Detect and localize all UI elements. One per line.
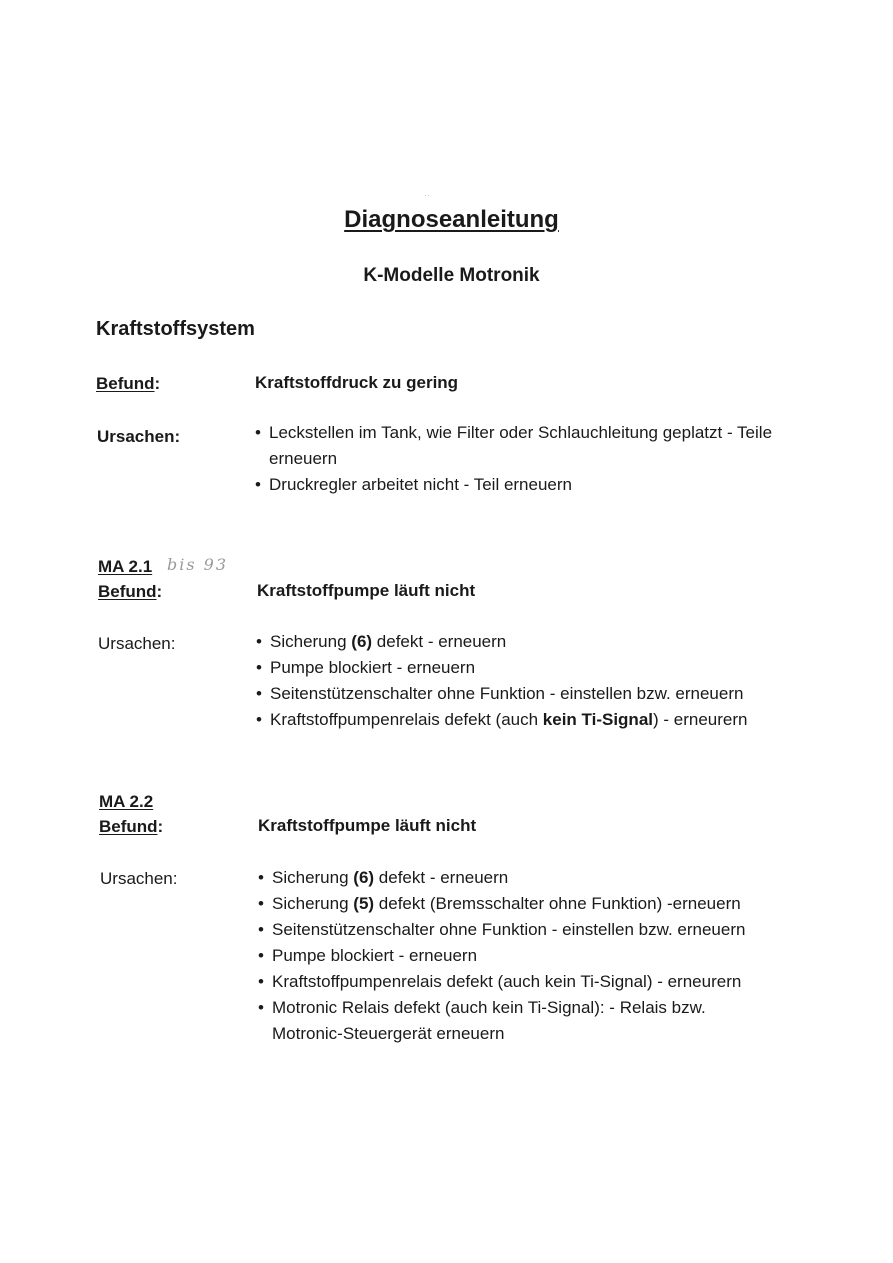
causes-list — [258, 865, 818, 1047]
page-subtitle: K-Modelle Motronik — [363, 265, 540, 286]
cause-item: • Seitenstützenschalter ohne Funktion - einstellen bzw. erneuern — [258, 917, 818, 943]
cause-item: • Sicherung (6) defekt - erneuern — [258, 865, 818, 891]
finding-text: Kraftstoffdruck zu gering — [255, 373, 459, 392]
cause-item: • Kraftstoffpumpenrelais defekt (auch kein Ti-Signal) - erneurern — [256, 707, 856, 733]
causes-label: Ursachen: — [98, 634, 176, 653]
causes-label: Ursachen: — [100, 869, 178, 888]
cause-item: • Leckstellen im Tank, wie Filter oder Schlauchleitung geplatzt - Teile erneuern — [255, 420, 825, 472]
cause-item: • Kraftstoffpumpenrelais defekt (auch kein Ti-Signal) - erneurern — [258, 969, 818, 995]
section-heading: Kraftstoffsystem — [96, 318, 255, 340]
page-title: Diagnoseanleitung — [344, 206, 559, 233]
finding-text: Kraftstoffpumpe läuft nicht — [258, 816, 477, 835]
causes-list — [255, 420, 825, 498]
model-label: MA 2.1 — [98, 557, 153, 576]
model-label: MA 2.2 — [99, 792, 154, 811]
finding-label: Befund: — [96, 374, 161, 393]
finding-text: Kraftstoffpumpe läuft nicht — [257, 581, 476, 600]
cause-item: • Sicherung (6) defekt - erneuern — [256, 629, 856, 655]
causes-list — [256, 629, 856, 733]
scan-speck: ·· — [424, 190, 430, 200]
cause-item: • Pumpe blockiert - erneuern — [258, 943, 818, 969]
cause-item: • Druckregler arbeitet nicht - Teil erneuern — [255, 472, 825, 498]
cause-item: • Motronic Relais defekt (auch kein Ti-Signal): - Relais bzw. Motronic-Steuergerät erneuern — [258, 995, 742, 1047]
handwritten-note: bis 93 — [167, 555, 229, 574]
finding-label: Befund: — [99, 817, 164, 836]
cause-item: • Seitenstützenschalter ohne Funktion - einstellen bzw. erneuern — [256, 681, 856, 707]
cause-item: • Pumpe blockiert - erneuern — [256, 655, 856, 681]
finding-label: Befund: — [98, 582, 163, 601]
cause-item: • Sicherung (5) defekt (Bremsschalter ohne Funktion) -erneuern — [258, 891, 818, 917]
causes-label: Ursachen: — [97, 427, 181, 446]
